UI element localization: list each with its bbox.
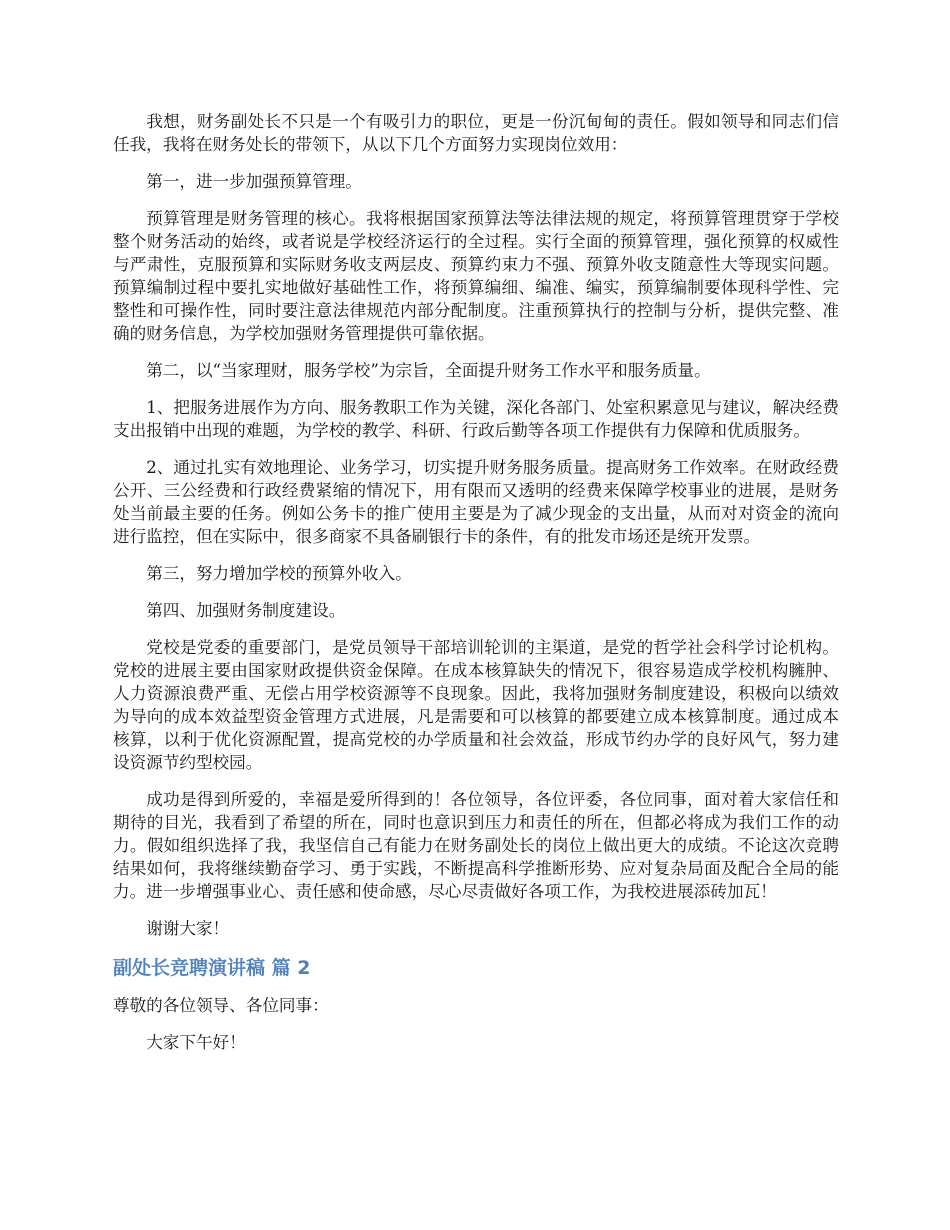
document-body bbox=[113, 110, 839, 1068]
paragraph-closing: 成功是得到所爱的，幸福是爱所得到的！各位领导，各位评委，各位同事，面对着大家信任和期待的目光，我看到了希望的所在，同时也意识到压力和责任的所在，但都必将成为我们工作的动力。假如组织选择了我，我坚信自己有能力在财务副处长的岗位上做出更大的成绩。不论这次竞聘结果如何，我将继续勤奋学习、勇于实践，不断提高科学推断形势、应对复杂局面及配合全局的能力。进一步增强事业心、责任感和使命感，尽心尽责做好各项工作，为我校进展添砖加瓦！ bbox=[113, 790, 839, 901]
salutation: 尊敬的各位领导、各位同事： bbox=[113, 996, 329, 1015]
paragraph-point-one: 第一，进一步加强预算管理。 bbox=[146, 172, 362, 191]
paragraph-thanks: 谢谢大家！ bbox=[146, 919, 230, 938]
paragraph-budget-management: 预算管理是财务管理的核心。我将根据国家预算法等法律法规的规定，将预算管理贯穿于学校整个财务活动的始终，或者说是学校经济运行的全过程。实行全面的预算管理，强化预算的权威性与严肃性，克服预算和实际财务收支两层皮、预算约束力不强、预算外收支随意性大等现实问题。预算编制过程中要扎实地做好基础性工作，将预算编细、编准、编实，预算编制要体现科学性、完整性和可操作性，同时要注意法律规范内部分配制度。注重预算执行的控制与分析，提供完整、准确的财务信息，为学校加强财务管理提供可靠依据。 bbox=[113, 209, 839, 343]
paragraph-service-direction: 1、把服务进展作为方向、服务教职工作为关键，深化各部门、处室积累意见与建议，解决经费支出报销中出现的难题，为学校的教学、科研、行政后勤等各项工作提供有力保障和优质服务。 bbox=[113, 398, 839, 440]
paragraph-point-two: 第二，以“当家理财，服务学校”为宗旨，全面提升财务工作水平和服务质量。 bbox=[146, 361, 711, 380]
paragraph-service-quality: 2、通过扎实有效地理论、业务学习，切实提升财务服务质量。提高财务工作效率。在财政经费公开、三公经费和行政经费紧缩的情况下，用有限而又透明的经费来保障学校事业的进展，是财务处当前最主要的任务。例如公务卡的推广使用主要是为了减少现金的支出量，从而对对资金的流向进行监控，但在实际中，很多商家不具备刷银行卡的条件，有的批发市场还是统开发票。 bbox=[113, 458, 839, 546]
paragraph-intro: 我想，财务副处长不只是一个有吸引力的职位，更是一份沉甸甸的责任。假如领导和同志们信任我，我将在财务处长的带领下，从以下几个方面努力实现岗位效用： bbox=[113, 112, 839, 154]
paragraph-party-school: 党校是党委的重要部门，是党员领导干部培训轮训的主渠道，是党的哲学社会科学讨论机构。党校的进展主要由国家财政提供资金保障。在成本核算缺失的情况下，很容易造成学校机构臃肿、人力资源浪费严重、无偿占用学校资源等不良现象。因此，我将加强财务制度建设，积极向以绩效为导向的成本效益型资金管理方式进展，凡是需要和可以核算的都要建立成本核算制度。通过成本核算，以利于优化资源配置，提高党校的办学质量和社会效益，形成节约办学的良好风气，努力建设资源节约型校园。 bbox=[113, 638, 839, 772]
greeting: 大家下午好！ bbox=[146, 1033, 246, 1052]
paragraph-point-four: 第四、加强财务制度建设。 bbox=[146, 601, 346, 620]
paragraph-point-three: 第三，努力增加学校的预算外收入。 bbox=[146, 564, 412, 583]
section-heading: 副处长竞聘演讲稿 篇 2 bbox=[113, 957, 311, 979]
